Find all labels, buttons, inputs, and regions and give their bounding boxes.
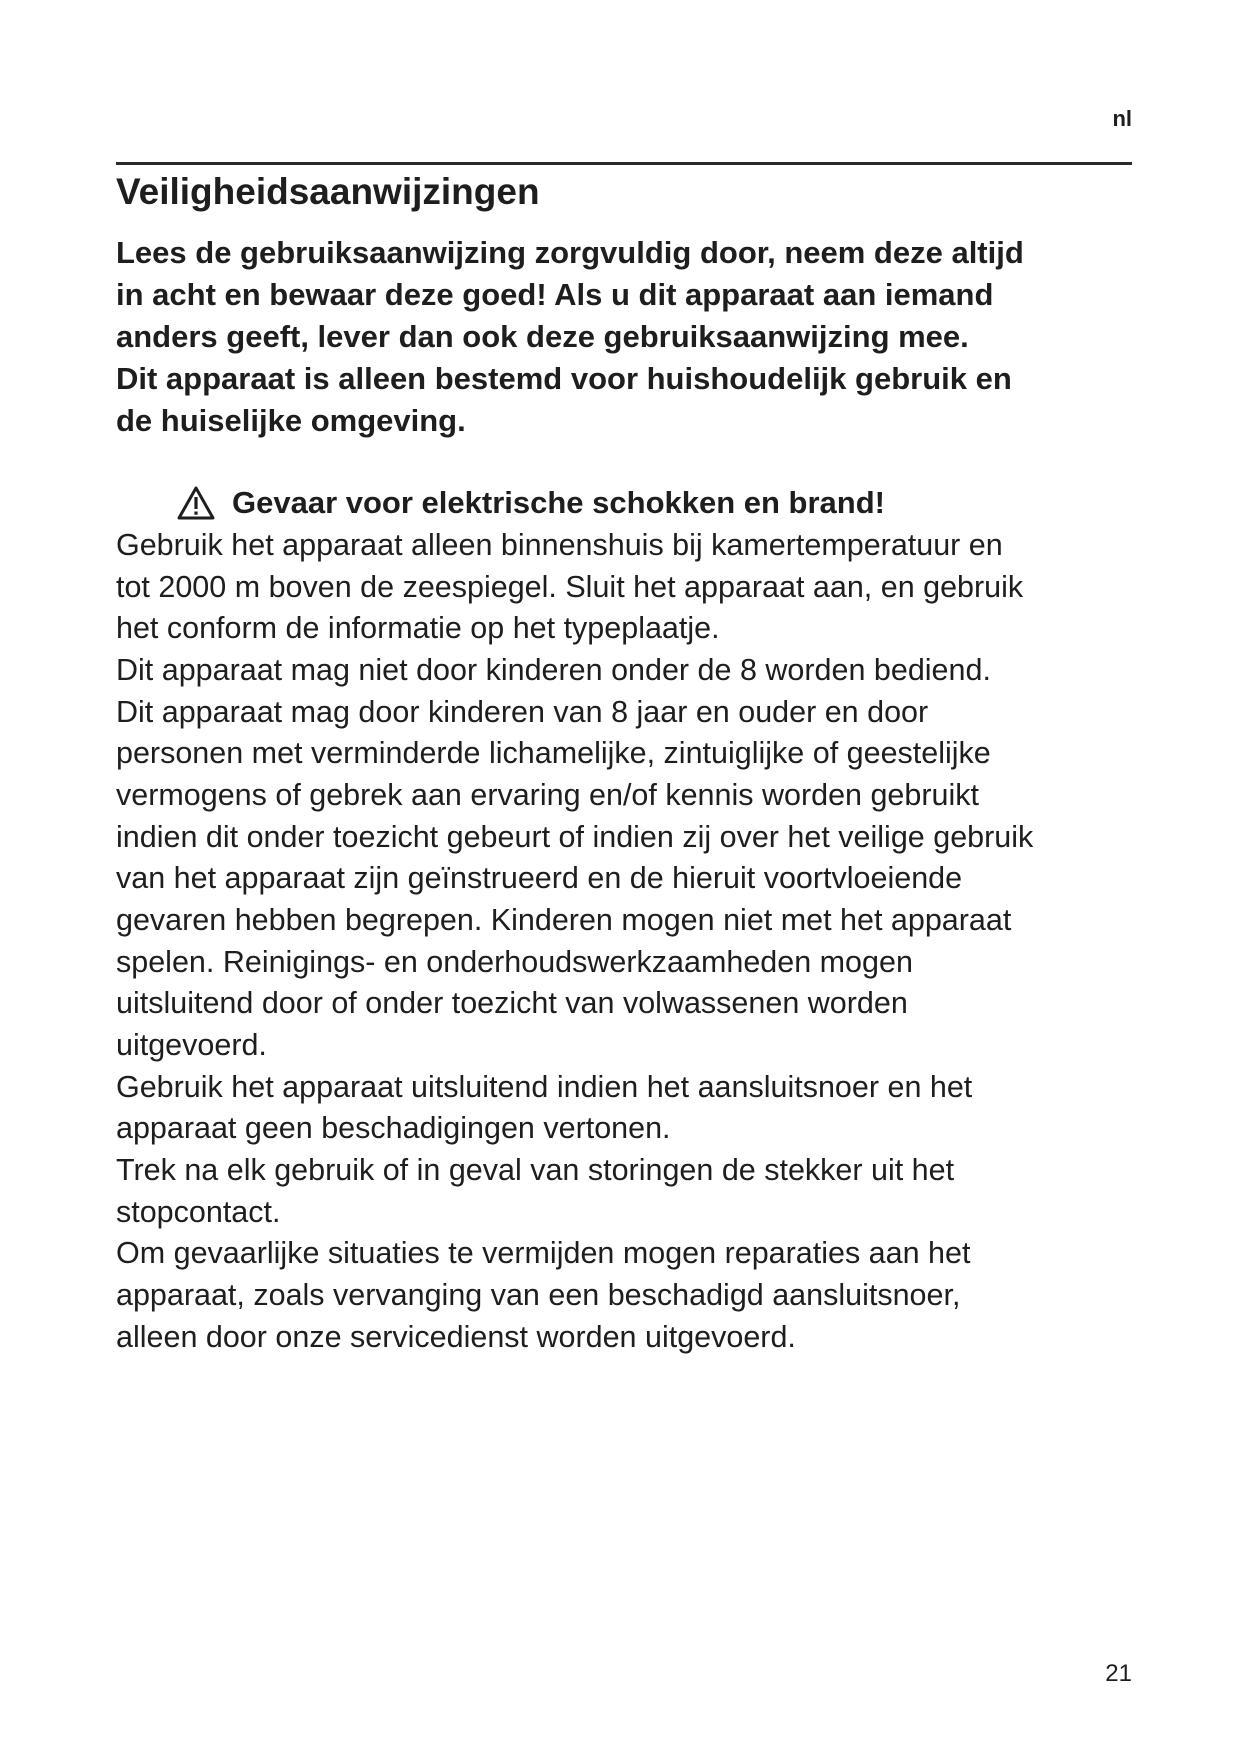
body-line: apparaat geen beschadigingen vertonen. [116, 1111, 671, 1145]
body-line: uitgevoerd. [116, 1028, 267, 1062]
intro-line: Dit apparaat is alleen bestemd voor huishoudelijk gebruik en [116, 361, 1012, 396]
body-line: Gebruik het apparaat alleen binnenshuis bij kamertemperatuur en [116, 528, 1003, 562]
intro-line: anders geeft, lever dan ook deze gebruiksaanwijzing mee. [116, 319, 969, 354]
body-line: alleen door onze servicedienst worden uitgevoerd. [116, 1320, 796, 1354]
body-line: Gebruik het apparaat uitsluitend indien het aansluitsnoer en het [116, 1070, 973, 1104]
warning-heading-text: Gevaar voor elektrische schokken en brand! [232, 485, 885, 520]
body-line: Dit apparaat mag door kinderen van 8 jaar en ouder en door [116, 695, 929, 729]
warning-triangle-icon [176, 485, 216, 521]
body-line: tot 2000 m boven de zeespiegel. Sluit het apparaat aan, en gebruik [116, 570, 1024, 604]
body-line: spelen. Reinigings- en onderhoudswerkzaamheden mogen [116, 945, 913, 979]
page-number: 21 [1105, 1660, 1132, 1687]
intro-line: Lees de gebruiksaanwijzing zorgvuldig door, neem deze altijd [116, 235, 1024, 270]
body-line: het conform de informatie op het typeplaatje. [116, 611, 720, 645]
intro-line: de huiselijke omgeving. [116, 403, 466, 438]
body-line: Dit apparaat mag niet door kinderen onder de 8 worden bediend. [116, 653, 991, 687]
warning-heading [176, 480, 885, 526]
body-line: Om gevaarlijke situaties te vermijden mogen reparaties aan het [116, 1236, 971, 1270]
body-line: Trek na elk gebruik of in geval van storingen de stekker uit het [116, 1153, 955, 1187]
body-line: indien dit onder toezicht gebeurt of indien zij over het veilige gebruik [116, 820, 1034, 854]
intro-line: in acht en bewaar deze goed! Als u dit apparaat aan iemand [116, 277, 994, 312]
body-line: vermogens of gebrek aan ervaring en/of kennis worden gebruikt [116, 778, 979, 812]
body-line: van het apparaat zijn geïnstrueerd en de hieruit voortvloeiende [116, 861, 963, 895]
page-title: Veiligheidsaanwijzingen [116, 171, 540, 212]
body-line: personen met verminderde lichamelijke, zintuiglijke of geestelijke [116, 736, 991, 770]
header-rule [116, 162, 1132, 165]
body-line: apparaat, zoals vervanging van een beschadigd aansluitsnoer, [116, 1278, 961, 1312]
body-line: stopcontact. [116, 1195, 281, 1229]
language-code: nl [1112, 106, 1132, 131]
body-line: gevaren hebben begrepen. Kinderen mogen niet met het apparaat [116, 903, 1012, 937]
body-line: uitsluitend door of onder toezicht van volwassenen worden [116, 986, 908, 1020]
